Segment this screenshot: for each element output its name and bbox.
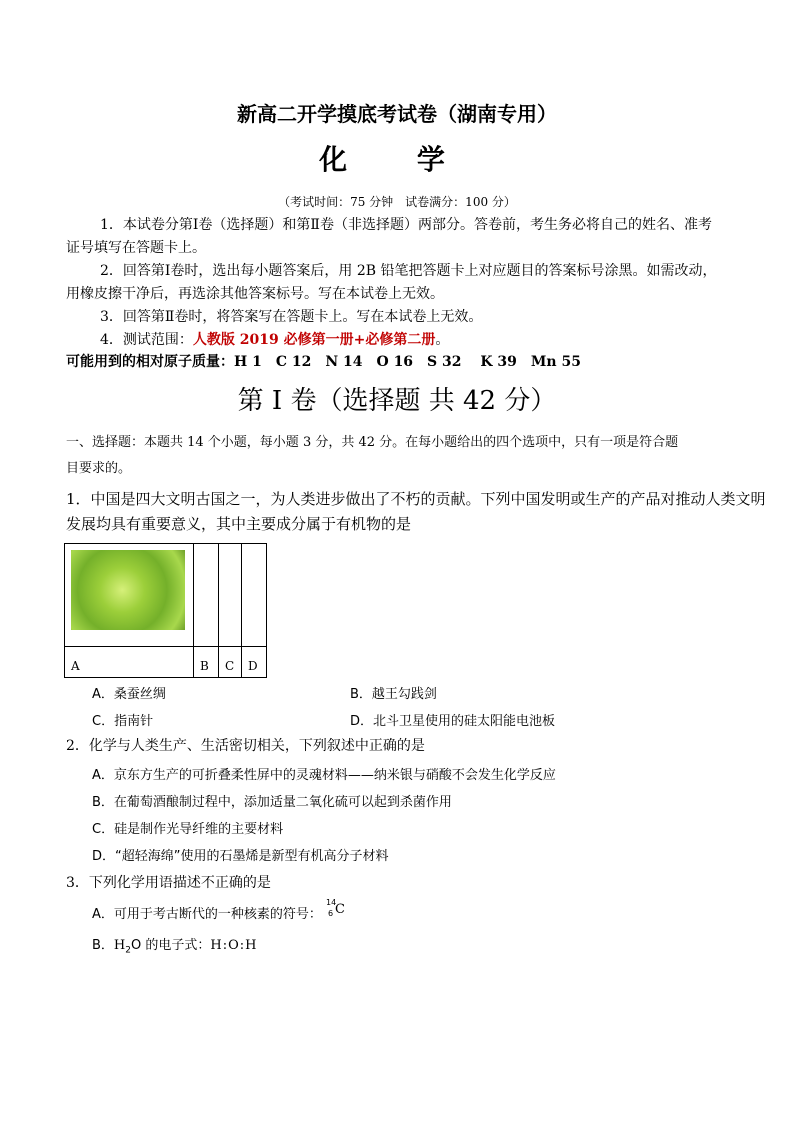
instruction-2a: 2．回答第Ⅰ卷时，选出每小题答案后，用 2B 铅笔把答题卡上对应题目的答案标号涂黑。如需改动， — [100, 263, 717, 279]
exam-title: 新高二开学摸底考试卷（湖南专用） — [237, 102, 557, 126]
instruction-4 — [100, 329, 770, 351]
q1-stem-1: 1．中国是四大文明古国之一，为人类进步做出了不朽的贡献。下列中国发明或生产的产品对推动人类文明 — [66, 490, 766, 508]
part-title: 第 I 卷（选择题 共 42 分） — [237, 386, 557, 416]
q3-stem: 3．下列化学用语描述不正确的是 — [66, 875, 271, 891]
q1-option-c: C．指南针 — [92, 714, 154, 729]
instruction-2b: 用橡皮擦干净后，再选涂其他答案标号。写在本试卷上无效。 — [66, 286, 444, 302]
q2-option-c: C．硅是制作光导纤维的主要材料 — [92, 822, 284, 837]
section-line-2: 目要求的。 — [66, 461, 132, 476]
subject-title: 化 学 — [319, 143, 475, 176]
q1-option-a: A．桑蚕丝绸 — [92, 687, 166, 702]
table-label-c: C — [219, 647, 242, 678]
q1-option-d: D．北斗卫星使用的硅太阳能电池板 — [350, 714, 556, 729]
electron-formula: H:O:H — [210, 938, 258, 953]
atomic-number: 6 — [328, 909, 334, 918]
table-label-d: D — [242, 647, 267, 678]
q1-stem-2: 发展均具有重要意义，其中主要成分属于有机物的是 — [66, 515, 412, 533]
exam-meta: （考试时间：75 分钟 试卷满分：100 分） — [278, 195, 516, 209]
q2-option-b: B．在葡萄酒酿制过程中，添加适量二氧化硫可以起到杀菌作用 — [92, 795, 452, 810]
instruction-1a: 1．本试卷分第Ⅰ卷（选择题）和第Ⅱ卷（非选择题）两部分。答卷前，考生务必将自己的姓名、准考 — [100, 217, 712, 233]
test-scope: 人教版 2019 必修第一册+必修第二册 — [192, 332, 436, 348]
table-label-a: A — [65, 647, 194, 678]
q3-option-b-text: O 的电子式： — [131, 938, 211, 953]
instruction-1b: 证号填写在答题卡上。 — [66, 240, 206, 256]
q1-option-b: B．越王勾践剑 — [350, 687, 437, 702]
nuclide-symbol — [326, 898, 345, 918]
q1-options-table — [64, 543, 267, 678]
instruction-4-end: 。 — [435, 332, 450, 348]
q2-option-a: A．京东方生产的可折叠柔性屏中的灵魂材料——纳米银与硝酸不会发生化学反应 — [92, 768, 556, 783]
instruction-4-prefix: 4．测试范围： — [100, 332, 193, 348]
element-symbol: C — [335, 902, 345, 917]
section-line-1: 一、选择题：本题共 14 个小题，每小题 3 分，共 42 分。在每小题给出的四个选项中，只有一项是符合题 — [66, 435, 679, 450]
silk-image — [71, 550, 185, 630]
q2-option-d: D．“超轻海绵”使用的石墨烯是新型有机高分子材料 — [92, 849, 389, 864]
q3-option-b: B．$H_2O$ 的电子式：H:O:H — [92, 938, 258, 956]
atomic-masses: 可能用到的相对原子质量：H 1 C 12 N 14 O 16 S 32 K 39 Mn 55 — [66, 354, 581, 370]
option-a-image-cell — [65, 544, 194, 647]
instruction-3: 3．回答第Ⅱ卷时，将答案写在答题卡上。写在本试卷上无效。 — [100, 309, 483, 325]
table-label-b: B — [194, 647, 219, 678]
q3-option-a-text: A．可用于考古断代的一种核素的符号： — [92, 907, 322, 922]
q3-option-b-prefix: B． — [92, 938, 114, 953]
mass-number: 14 — [326, 898, 337, 907]
q3-option-a — [92, 898, 345, 922]
q2-stem: 2．化学与人类生产、生活密切相关，下列叙述中正确的是 — [66, 738, 425, 754]
